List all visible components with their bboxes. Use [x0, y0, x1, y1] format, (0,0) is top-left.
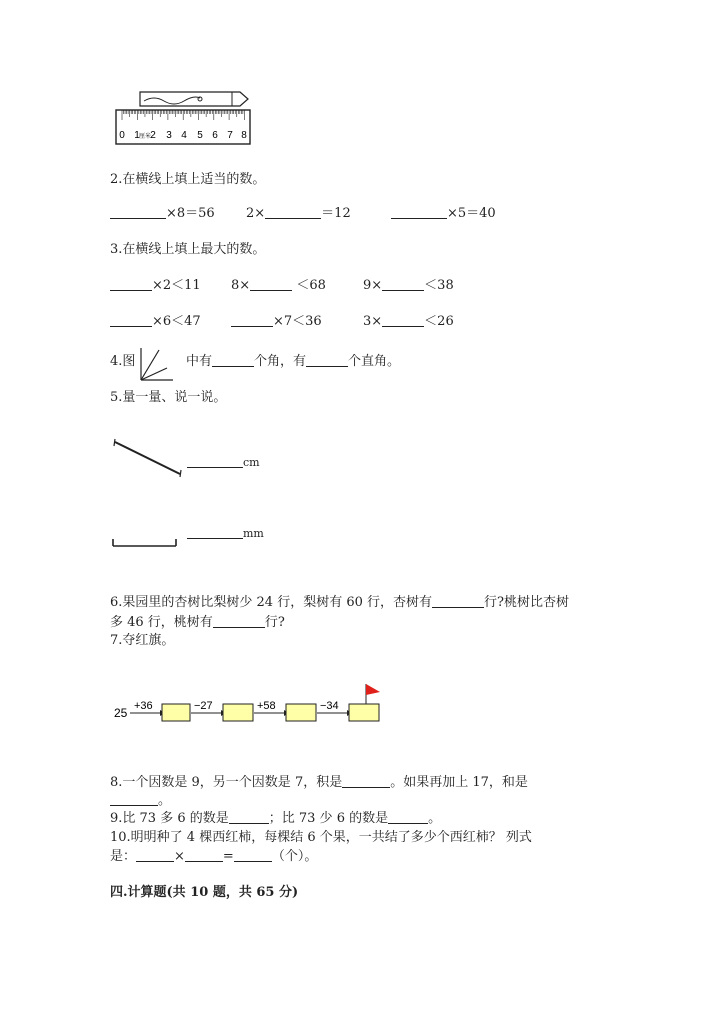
answer-blank[interactable] [250, 278, 292, 291]
answer-box-3[interactable] [286, 704, 316, 721]
q2-title: 2.在横线上填上适当的数。 [110, 172, 266, 187]
red-flag-icon [366, 684, 380, 704]
answer-box-1[interactable] [162, 704, 190, 721]
ruler-mid-label: 厘米 [138, 134, 152, 140]
answer-blank[interactable] [136, 849, 174, 862]
q8-line2: 。 [110, 793, 171, 809]
answer-blank[interactable] [306, 354, 348, 367]
answer-blank[interactable] [388, 811, 428, 824]
answer-blank[interactable] [432, 595, 484, 608]
answer-blank[interactable] [382, 314, 424, 327]
q2-row-b [246, 206, 351, 222]
answer-blank[interactable] [110, 314, 152, 327]
ruler-number-4: 4 [181, 130, 187, 141]
answer-blank[interactable] [213, 615, 265, 628]
ruler-number-1: 1 [134, 130, 140, 141]
answer-blank[interactable] [229, 811, 269, 824]
answer-blank[interactable] [187, 455, 243, 468]
answer-blank[interactable] [234, 849, 272, 862]
q2-item-2b: ＝12 [321, 206, 351, 221]
line-segment-figure [110, 436, 190, 480]
q2-item-2a: 2× [246, 206, 266, 221]
q2-row [110, 206, 215, 222]
q10-line1: 10.明明种了 4 棵西红柿，每棵结 6 个果，一共结了多少个西红柿？ 列式 [110, 830, 532, 845]
answer-blank[interactable] [110, 278, 152, 291]
section-4-heading: 四.计算题(共 10 题，共 65 分) [110, 885, 299, 900]
ruler-number-0: 0 [119, 130, 125, 141]
chain-op-2: −27 [194, 700, 213, 712]
q8-line1: 8.一个因数是 9，另一个因数是 7，积是 。如果再加上 17，和是 [110, 775, 528, 790]
pencil-icon [140, 92, 248, 106]
q3-row2-b: ×7＜36 [231, 314, 322, 330]
q2-row-c [391, 206, 496, 222]
q2-item-3: ×5＝40 [447, 206, 496, 221]
q9-line: 9.比 73 多 6 的数是 ；比 73 少 6 的数是 。 [110, 811, 442, 826]
answer-blank[interactable] [212, 354, 254, 367]
flag-chain-figure [112, 680, 392, 726]
q5-answer-2: mm [187, 526, 264, 542]
answer-box-2[interactable] [223, 704, 253, 721]
answer-box-4[interactable] [349, 704, 379, 721]
q5-answer-1: cm [187, 455, 260, 471]
q3-row2-a: ×6＜47 [110, 314, 201, 330]
answer-blank[interactable] [187, 526, 243, 539]
ruler-number-3: 3 [166, 130, 172, 141]
q6-line1: 6.果园里的杏树比梨树少 24 行，梨树有 60 行，杏树有 行?桃树比杏树 [110, 595, 570, 610]
q3-row1-c: 9× ＜38 [363, 278, 454, 293]
q5-title: 5.量一量、说一说。 [110, 390, 227, 405]
chain-op-3: +58 [257, 700, 276, 712]
answer-blank[interactable] [342, 775, 390, 788]
ruler-figure [112, 86, 254, 148]
q4-text: 中有 个角，有 个直角。 [186, 354, 401, 369]
chain-op-4: −34 [320, 700, 339, 712]
angle-figure [137, 346, 177, 382]
bracket-segment-figure [110, 536, 180, 550]
q3-title: 3.在横线上填上最大的数。 [110, 242, 266, 257]
q6-line2: 多 46 行，桃树有 行? [110, 615, 285, 630]
q3-row1-a: ×2＜11 [110, 278, 201, 294]
answer-blank[interactable] [110, 206, 166, 219]
chain-op-1: +36 [134, 700, 153, 712]
ruler-number-8: 8 [241, 130, 247, 141]
answer-blank[interactable] [231, 314, 273, 327]
q3-row1-b: 8× ＜68 [231, 278, 326, 293]
ruler-number-2: 2 [150, 130, 156, 141]
ruler-number-6: 6 [212, 130, 218, 141]
ruler-icon [116, 110, 250, 144]
answer-blank[interactable] [382, 278, 424, 291]
ruler-number-5: 5 [197, 130, 203, 141]
q2-item-1: ×8＝56 [166, 206, 215, 221]
q7-title: 7.夺红旗。 [110, 633, 175, 648]
answer-blank[interactable] [391, 206, 447, 219]
q10-line2: 是： × = （个）。 [110, 849, 318, 864]
answer-blank[interactable] [265, 206, 321, 219]
q3-row2-c: 3× ＜26 [363, 314, 454, 329]
ruler-number-7: 7 [227, 130, 233, 141]
answer-blank[interactable] [185, 849, 223, 862]
q4-prefix: 4.图 [110, 354, 136, 369]
answer-blank[interactable] [110, 793, 158, 806]
chain-start: 25 [114, 706, 128, 720]
